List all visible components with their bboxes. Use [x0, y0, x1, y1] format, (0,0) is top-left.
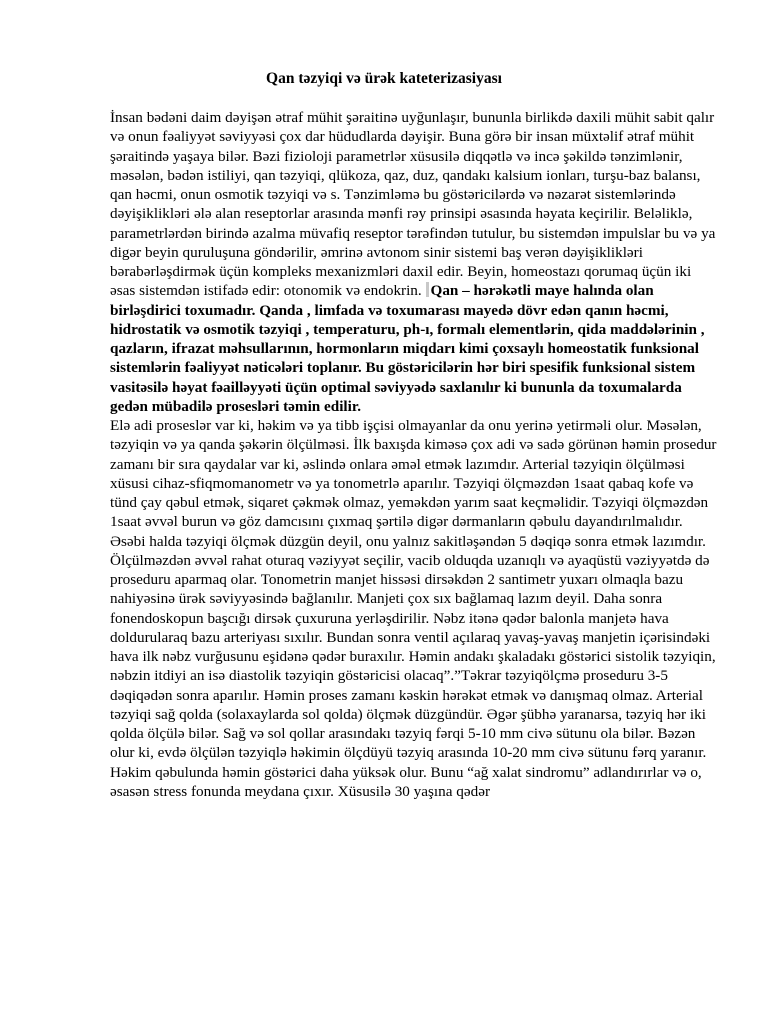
text-cursor-marker — [426, 282, 429, 297]
paragraph-homeostasis — [110, 108, 720, 416]
paragraph-homeostasis-text: İnsan bədəni daim dəyişən ətraf mühit şəraitinə uyğunlaşır, bununla birlikdə daxili mühit sabit qalır və onun fəaliyyət səviyyəsi çox dar hüdudlarda dəyişir. Buna görə bir insan müxtəlif ətraf mühit şəraitində yaşaya bilər. Bəzi fizioloji parametrlər xüsusilə diqqətlə və incə şəkildə tənzimlənir, məsələn, bədən istiliyi, qan təzyiqi, qlükoza, qaz, duz, qandakı kalsium ionları, turşu-baz balansı, qan həcmi, onun osmotik təzyiqi və s. Tənzimləmə bu göstəricilərdə və nəzarət sistemlərində dəyişiklikləri ələ alan reseptorlar arasında mənfi rəy prinsipi əsasında həyata keçirilir. Beləliklə, parametrlərdən birində azalma müvafiq reseptor tərəfindən tutulur, bu sistemdən impulslar bu və ya digər beyin quruluşuna göndərilir, əmrinə avtonom sinir sistemi baş verən dəyişiklikləri bərabərləşdirmək üçün kompleks mexanizmləri daxil edir. Beyin, homeostazı qorumaq üçün iki əsas sistemdən istifadə edir: otonomik və endokrin. — [110, 109, 716, 300]
paragraph-blood-definition: Qan – hərəkətli maye halında olan birləşdirici toxumadır. Qanda , limfada və toxumarası mayedə dövr edən qanın həcmi, hidrostatik və osmotik təzyiqi , temperaturu, ph-ı, formalı elementlərin, qida maddələrinin , qazların, ifrazat məhsullarının, hormonların miqdarı kimi çoxsaylı homeostatik funksional sistemlərin fəaliyyət nəticələri toplanır. Bu göstəricilərin hər biri spesifik funksional sistem vasitəsilə həyat fəailləyyəti üçün optimal səviyyədə saxlanılır ki bununla da toxumalarda gedən mübadilə prosesləri təmin edilir. — [110, 282, 705, 415]
document-title: Qan təzyiqi və ürək kateterizasiyası — [266, 70, 502, 87]
document-body — [110, 108, 720, 801]
paragraph-blood-pressure-measurement: Elə adi proseslər var ki, həkim və ya tibb işçisi olmayanlar da onu yerinə yetirməli olur. Məsələn, təzyiqin və ya qanda şəkərin ölçülməsi. İlk baxışda kiməsə çox adi və sadə görünən həmin prosedur zamanı bir sıra qaydalar var ki, əslində onlara əməl etmək lazımdır. Arterial təzyiqin ölçülməsi xüsusi cihaz-sfiqmomanometr və ya tonometrlə aparılır. Təzyiqi ölçməzdən 1saat qabaq kofe və tünd çay qəbul etmək, siqaret çəkmək olmaz, yeməkdən yarım saat keçməlidir. Təzyiqi ölçməzdən 1saat əvvəl burun və göz damcısını çıxmaq şərtilə digər dərmanların qəbulu dayandırılmalıdır. Əsəbi halda təzyiqi ölçmək düzgün deyil, onu yalnız sakitləşəndən 5 dəqiqə sonra etmək lazımdır. Ölçülməzdən əvvəl rahat oturaq vəziyyət seçilir, vacib olduqda uzanıqlı və ayaqüstü vəziyyətdə də proseduru aparmaq olar. Tonometrin manjet hissəsi dirsəkdən 2 santimetr yuxarı olmaqla bazu nahiyəsinə ürək səviyyəsində bağlanılır. Manjeti çox sıx bağlamaq lazım deyil. Daha sonra fonendoskopun başcığı dirsək çuxuruna yerləşdirilir. Nəbz itənə qədər balonla manjetə hava doldurularaq bazu arteriyası sıxılır. Bundan sonra ventil açılaraq yavaş-yavaş manjetin içərisindəki hava ilk nəbz vurğusunu eşidənə qədər buraxılır. Həmin andakı şkaladakı göstərici sistolik təzyiqin, nəbzin itdiyi an isə diastolik təzyiqin göstəricisi olacaq”.”Təkrar təzyiqölçmə proseduru 3-5 dəqiqədən sonra aparılır. Həmin proses zamanı kəskin hərəkət etmək və danışmaq olmaz. Arterial təzyiqi sağ qolda (solaxaylarda sol qolda) ölçmək düzgündür. Əgər şübhə yaranarsa, təzyiq hər iki qolda ölçülə bilər. Sağ və sol qollar arasındakı təzyiq fərqi 5-10 mm civə sütunu ola bilər. Bəzən olur ki, evdə ölçülən təzyiqlə həkimin ölçdüyü təzyiq arasında 10-20 mm civə sütunu fərq yaranır. Həkim qəbulunda həmin göstərici daha yüksək olur. Bunu “ağ xalat sindromu” adlandırırlar və o, əsasən stress fonunda meydana çıxır. Xüsusilə 30 yaşına qədər — [110, 417, 717, 800]
